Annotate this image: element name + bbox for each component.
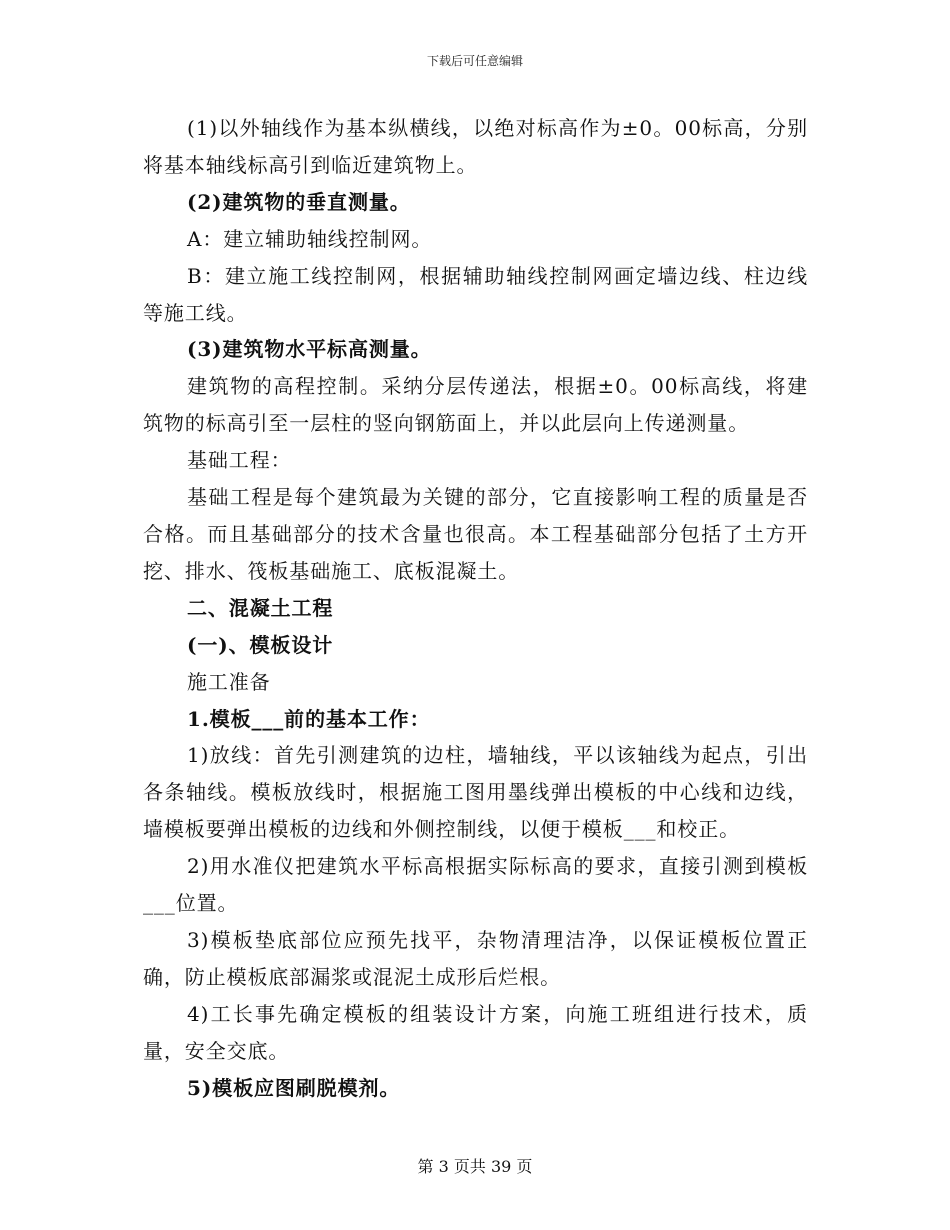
page-footer: 第 3 页共 39 页	[417, 1157, 533, 1176]
paragraph-foundation-label: 基础工程：	[187, 448, 292, 473]
paragraph-item-5: 5)模板应图刷脱模剂。	[187, 1075, 401, 1100]
page-header: 下载后可任意编辑	[426, 54, 523, 68]
heading-formwork-basic-work: 1.模板___前的基本工作：	[187, 706, 431, 731]
heading-level-measurement: (3)建筑物水平标高测量。	[187, 337, 432, 362]
paragraph-a: A：建立辅助轴线控制网。	[187, 226, 433, 251]
paragraph-b: B：建立施工线控制网，根据辅助轴线控制网画定墙边线、柱边线等施工线。	[143, 263, 808, 325]
paragraph-preparation: 施工准备	[187, 669, 271, 694]
paragraph-item-2: 2)用水准仪把建筑水平标高根据实际标高的要求，直接引测到模板___位置。	[143, 854, 808, 916]
subsection-heading-formwork: (一)、模板设计	[187, 632, 334, 657]
paragraph-item-4: 4)工长事先确定模板的组装设计方案，向施工班组进行技术，质量，安全交底。	[143, 1001, 808, 1063]
heading-vertical-measurement: (2)建筑物的垂直测量。	[187, 189, 411, 214]
paragraph-elevation: 建筑物的高程控制。采纳分层传递法，根据±0。00标高线，将建筑物的标高引至一层柱的竖向钢筋面上，并以此层向上传递测量。	[143, 374, 808, 436]
document-body	[143, 110, 808, 1106]
paragraph-item-1: 1)放线：首先引测建筑的边柱，墙轴线，平以该轴线为起点，引出各条轴线。模板放线时，根据施工图用墨线弹出模板的中心线和边线，墙模板要弹出模板的边线和外侧控制线，以便于模板___和校正。	[143, 743, 808, 842]
paragraph-1: (1)以外轴线作为基本纵横线，以绝对标高作为±0。00标高，分别将基本轴线标高引到临近建筑物上。	[143, 116, 808, 177]
paragraph-item-3: 3)模板垫底部位应预先找平，杂物清理洁净，以保证模板位置正确，防止模板底部漏浆或混泥土成形后烂根。	[143, 927, 808, 989]
paragraph-foundation: 基础工程是每个建筑最为关键的部分，它直接影响工程的质量是否合格。而且基础部分的技术含量也很高。本工程基础部分包括了土方开挖、排水、筏板基础施工、底板混凝土。	[143, 485, 808, 583]
section-heading-concrete: 二、混凝土工程	[187, 595, 334, 620]
